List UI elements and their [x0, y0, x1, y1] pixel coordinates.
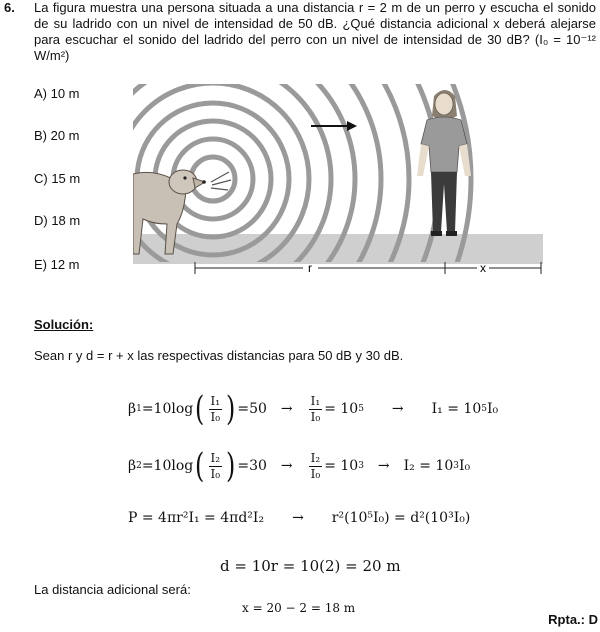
eq2-beta-sub: 2 — [136, 461, 142, 471]
label-r: r — [308, 261, 312, 275]
equation-2: β 2 =10log ( $\frac{\text{I₂}}{\text{I₀}}$ ) =30 → $\frac{\text{I₂}}{\text{I₀}}$ = 10 3 → I₂ = 10 3 I₀ — [128, 446, 471, 486]
eq2-arrow-1: → — [280, 458, 293, 474]
eq2-r2-exp: 3 — [358, 461, 364, 471]
eq1-rhs: =50 — [237, 401, 267, 417]
eq2-arrow-2: → — [377, 458, 390, 474]
eq1-den: I₀ — [210, 409, 221, 424]
answer-label: Rpta.: D — [548, 612, 598, 627]
eq3-left: P = 4πr²I₁ = 4πd²I₂ — [128, 510, 265, 526]
option-e: E) 12 m — [34, 257, 80, 272]
additional-distance-label: La distancia adicional será: — [34, 582, 191, 597]
eq1-beta-sub: 1 — [136, 404, 142, 414]
option-c: C) 15 m — [34, 171, 81, 186]
eq2-r3: I₂ = 10 — [403, 458, 454, 474]
eq1-r3: I₁ = 10 — [431, 401, 482, 417]
eq2-den: I₀ — [210, 466, 221, 481]
option-b: B) 20 m — [34, 128, 80, 143]
eq2-r3-tail: I₀ — [458, 458, 471, 474]
eq2-log: =10log — [141, 458, 194, 474]
eq1-r2-exp: 5 — [358, 404, 364, 414]
label-x: x — [480, 261, 486, 275]
eq2-den-2: I₀ — [310, 466, 321, 481]
eq2-rhs: =30 — [237, 458, 267, 474]
eq1-arrow-1: → — [280, 401, 293, 417]
eq4-text: d = 10r = 10(2) = 20 m — [220, 557, 401, 575]
solution-intro: Sean r y d = r + x las respectivas distancias para 50 dB y 30 dB. — [34, 348, 404, 363]
eq3-right: r²(10⁵I₀) = d²(10³I₀) — [331, 510, 471, 526]
eq1-num-2: I₁ — [310, 393, 321, 408]
equation-3 — [128, 498, 470, 538]
eq3-arrow: → — [292, 510, 304, 526]
equation-1: β 1 =10log ( $\frac{\text{I₁}}{\text{I₀}}$ ) =50 → $\frac{\text{I₁}}{\text{I₀}}$ = 10 5 → I₁ = 10 5 I₀ — [128, 389, 499, 429]
eq1-beta: β — [128, 401, 137, 417]
eq2-num: I₂ — [210, 450, 221, 465]
x-equation: x = 20 − 2 = 18 m — [242, 601, 356, 615]
eq1-log: =10log — [141, 401, 194, 417]
eq2-r3-exp: 3 — [453, 461, 459, 471]
eq1-num: I₁ — [210, 393, 221, 408]
solution-title: Solución: — [34, 317, 94, 332]
eq2-num-2: I₂ — [310, 450, 321, 465]
eq1-den-2: I₀ — [310, 409, 321, 424]
option-a: A) 10 m — [34, 86, 80, 101]
sound-waves-figure — [133, 84, 543, 284]
eq2-r2: = 10 — [324, 458, 359, 474]
eq1-r3-tail: I₀ — [486, 401, 499, 417]
question-stem: La figura muestra una persona situada a una distancia r = 2 m de un perro y escucha el sonido de su ladrido con un nivel de intensidad de 50 dB. ¿Qué distancia adicional x deberá alejarse para escuchar el sonido del ladrido del perro con un nivel de intensidad de 30 dB? (I₀ = 10⁻¹² W/m²) — [34, 0, 596, 63]
eq1-r3-exp: 5 — [481, 404, 487, 414]
equation-4 — [220, 546, 401, 586]
option-d: D) 18 m — [34, 213, 81, 228]
question-number: 6. — [4, 0, 15, 15]
eq2-beta: β — [128, 458, 137, 474]
eq1-arrow-2: → — [391, 401, 404, 417]
eq1-r2: = 10 — [324, 401, 359, 417]
